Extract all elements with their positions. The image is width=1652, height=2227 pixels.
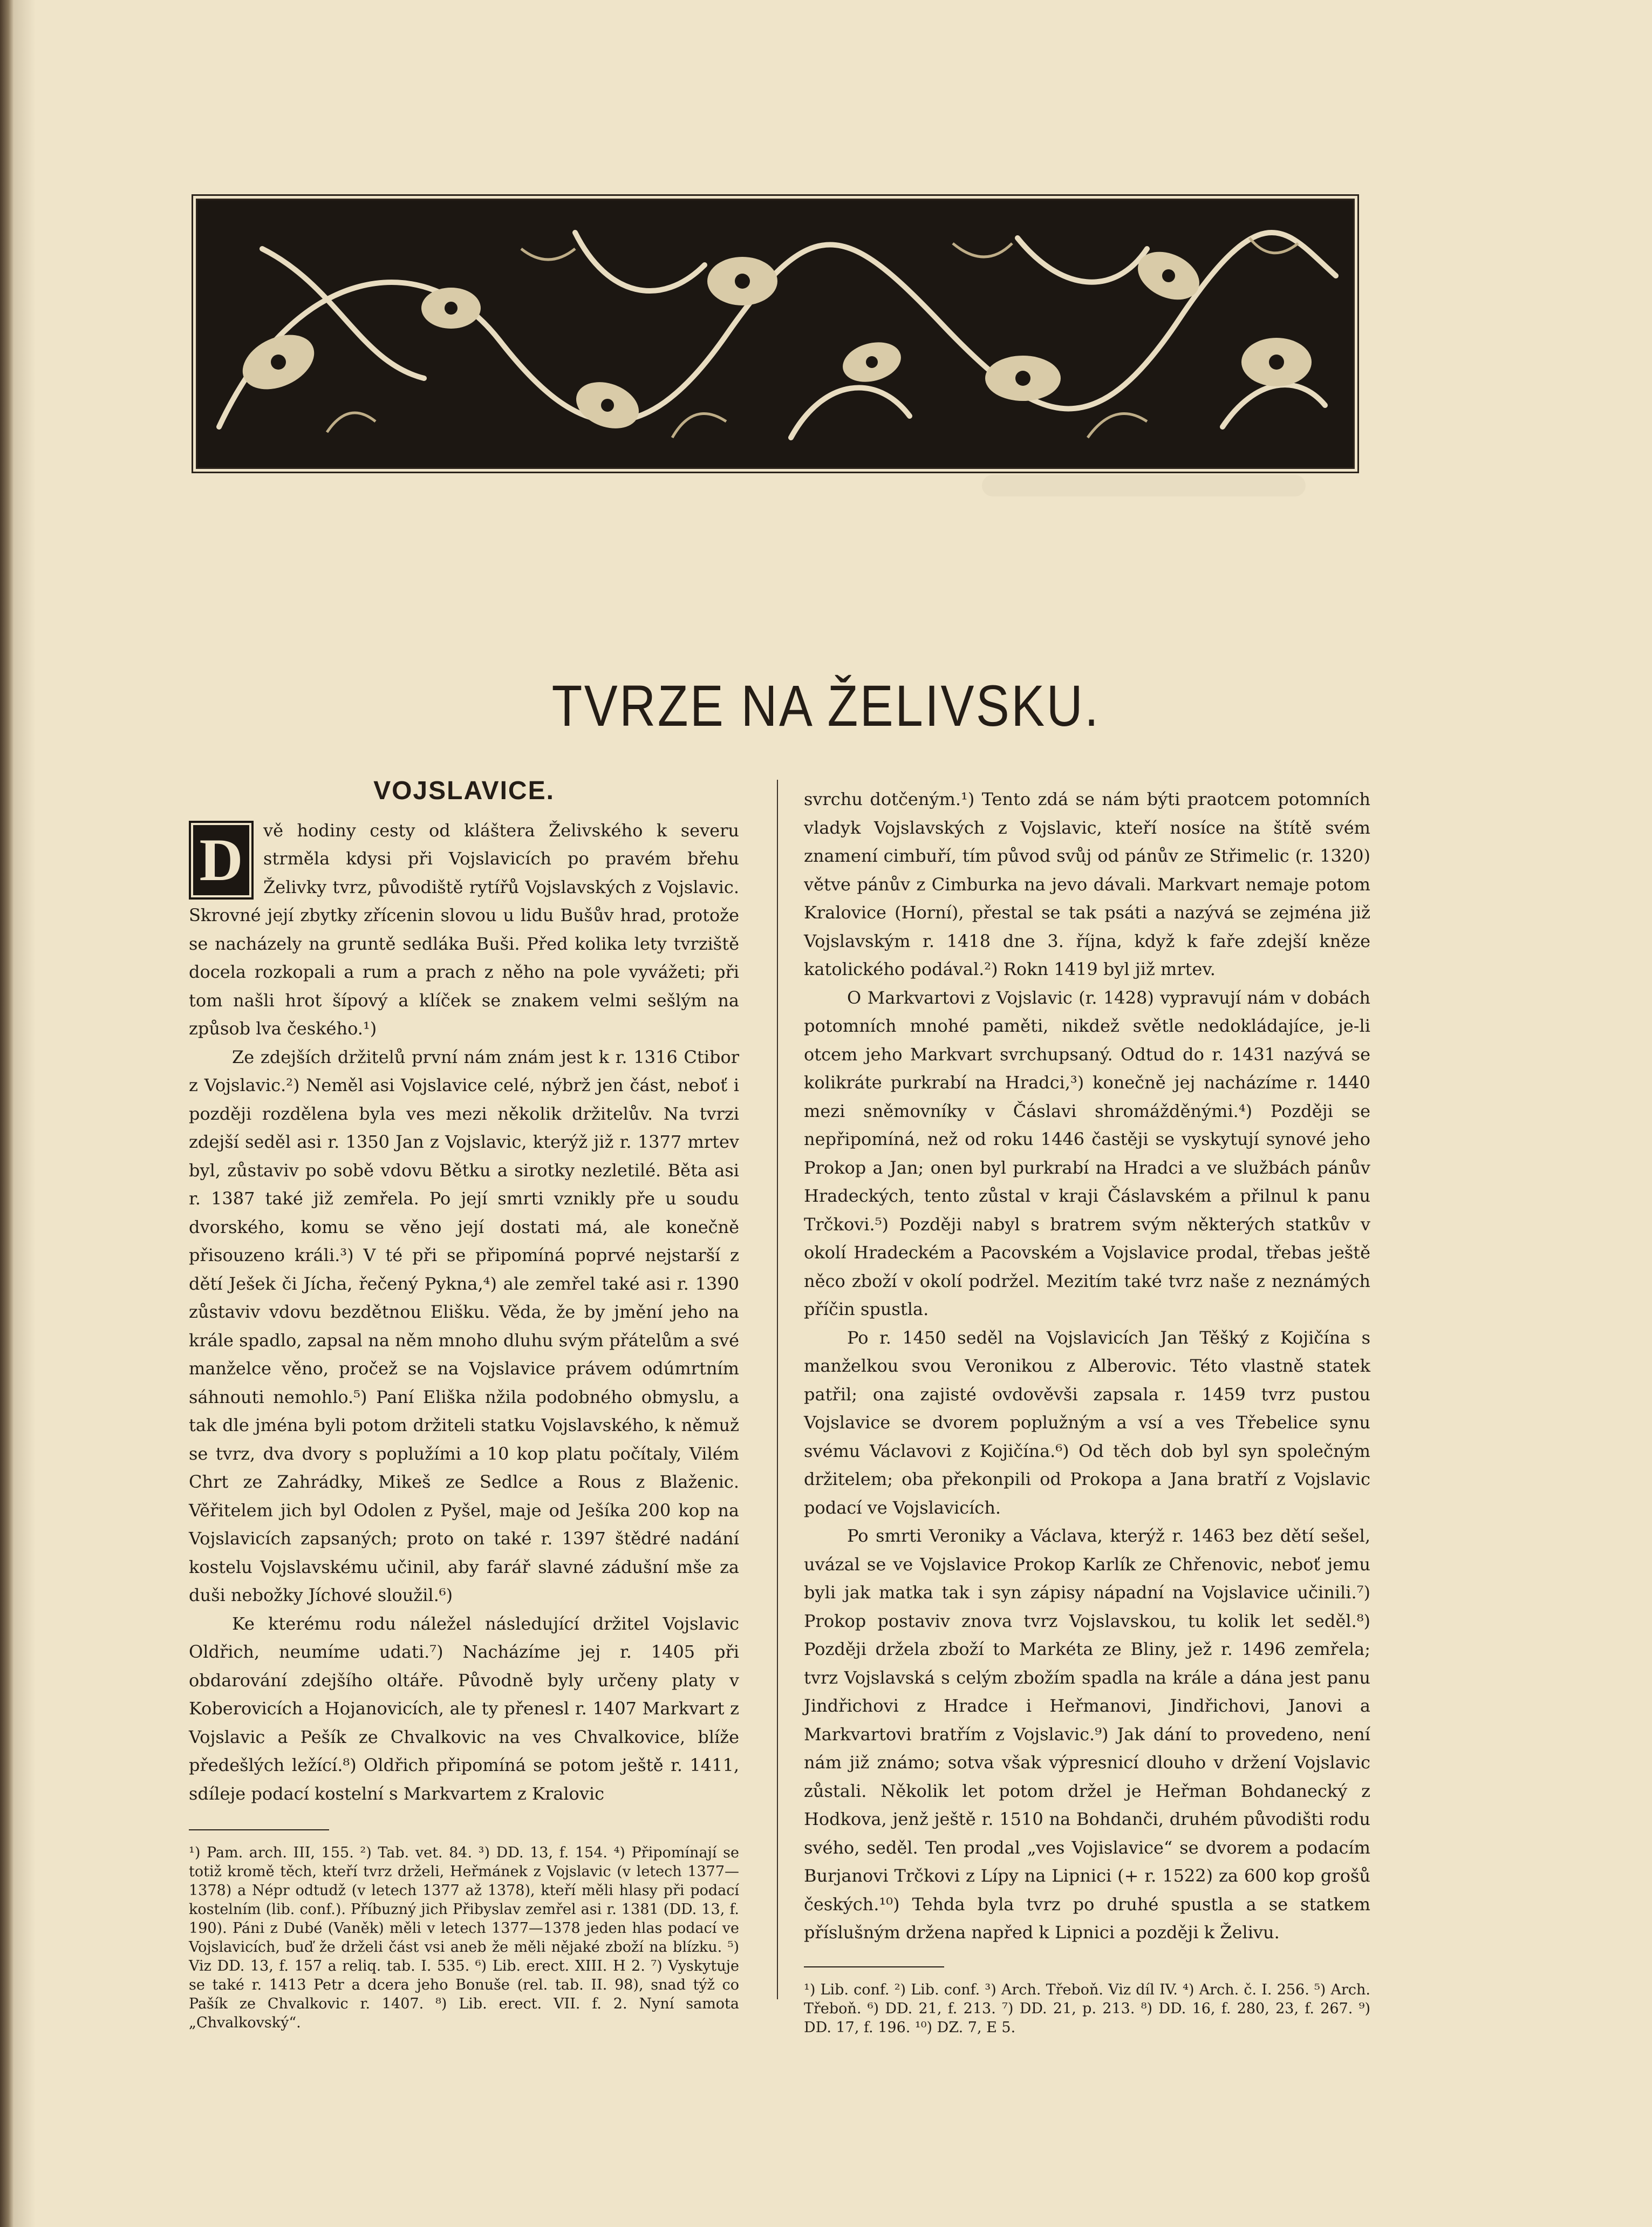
- page-title: TVRZE NA ŽELIVSKU.: [551, 673, 1101, 738]
- left-column: [189, 777, 739, 2032]
- paragraph: O Markvartovi z Vojslavic (r. 1428) vypravují nám v dobách potomních mnohé paměti, nikdež světle nedokládajíce, je-li otcem jeho Markvart svrchupsaný. Odtud do r. 1431 nazývá se kolikráte purkrabí na Hradci,³) konečně jej nacházíme r. 1440 mezi sněmovníky v Čáslavi shromážděnými.⁴) Později se nepřipomíná, než od roku 1446 častěji se vyskytují synové jeho Prokop a Jan; onen byl purkrabí na Hradci a ve službách pánův Hradeckých, tento zůstal v kraji Čáslavském a přilnul k panu Trčkovi.⁵) Později nabyl s bratrem svým některých statkův v okolí Hradeckém a Pacovském a Vojslavice prodal, třebas ještě něco zboží v okolí podržel. Mezitím také tvrz naše z neznámých příčin spustla.: [804, 987, 1370, 1319]
- ornamental-headpiece: [196, 199, 1355, 469]
- paragraph: D vě hodiny cesty od kláštera Želivského k severu strměla kdysi při Vojslavicích po pravém břehu Želivky tvrz, původiště rytířů Vojslavských z Vojslavic. Skrovné její zbytky zřícenin slovou u lidu Bušův hrad, protože se nacházely na gruntě sedláka Buši. Před kolika lety tvrziště docela rozkopali a rum a prach z něho na pole vyvážeti; při tom našli hrot šípový a klíček se znakem velmi sešlým na způsob lva českého.¹): [189, 820, 739, 1039]
- paragraph: Ke kterému rodu náležel následující držitel Vojslavic Oldřich, neumíme udati.⁷) Nacházíme jej r. 1405 při obdarování zdejšího oltáře. Původně byly určeny platy v Koberovicích a Hojanovicích, ale ty přenesl r. 1407 Markvart z Vojslavic a Pešík ze Chvalkovic na ves Chvalkovice, blíže předešlých ležící.⁸) Oldřich připomíná se potom ještě r. 1411, sdíleje podací kostelní s Markvartem z Kralovic: [189, 1613, 739, 1804]
- gutter-shadow: [14, 0, 36, 2227]
- paper-stain: [982, 475, 1306, 496]
- paragraph: Po smrti Veroniky a Václava, kterýž r. 1463 bez dětí sešel, uvázal se ve Vojslavice Prokop Karlík ze Chřenovic, neboť jemu byli jak matka tak i syn zápisy nápadní na Vojslavice učinili.⁷) Prokop postaviv znova tvrz Vojslavskou, tu kolik let seděl.⁸) Později držela zboží to Markéta ze Bliny, jež r. 1496 zemřela; tvrz Vojslavská s celým zbožím spadla na krále a dána jest panu Jindřichovi z Hradce i Heřmanovi, Jindřichovi, Janovi a Markvartovi bratřím z Vojslavic.⁹) Jak dání to provedeno, není nám již známo; sotva však výpresnicí dlouho v držení Vojslavic zůstali. Několik let potom držel je Heřman Bohdanecký z Hodkova, jenž ještě r. 1510 na Bohdanči, druhém původišti rodu svého, seděl. Ten prodal „ves Vojislavice“ se dvorem a podacím Burjanovi Trčkovi z Lípy na Lipnici (+ r. 1522) za 600 kop grošů českých.¹⁰) Tehda byla tvrz po druhé spustla a se statkem příslušným držena napřed k Lipnici a později k Želivu.: [804, 1525, 1370, 1943]
- footnotes: ¹) Lib. conf. ²) Lib. conf. ³) Arch. Třeboň. Viz díl IV. ⁴) Arch. č. I. 256. ⁵) Arch. Třeboň. ⁶) DD. 21, f. 213. ⁷) DD. 21, p. 213. ⁸) DD. 16, f. 280, 23, f. 267. ⁹) DD. 17, f. 196. ¹⁰) DZ. 7, E 5.: [804, 1981, 1370, 2036]
- footnotes: ¹) Pam. arch. III, 155. ²) Tab. vet. 84. ³) DD. 13, f. 154. ⁴) Připomínají se totiž kromě těch, kteří tvrz drželi, Heřmánek z Vojslavic (v letech 1377—1378) a Népr odtudž (v letech 1377 až 1378), kteří měli hlasy při podací kostelním (lib. conf.). Příbuzný jich Přibyslav zemřel asi r. 1381 (DD. 13, f. 190). Páni z Dubé (Vaněk) měli v letech 1377—1378 jeden hlas podací ve Vojslavicích, buď že drželi část vsi aneb že měli nějaké zboží na blízku. ⁵) Viz DD. 13, f. 157 a reliq. tab. I. 535. ⁶) Lib. erect. XIII. H 2. ⁷) Vyskytuje se také r. 1413 Petr a dcera jeho Bonuše (rel. tab. II. 98), snad týž co Pašík ze Chvalkovic r. 1407. ⁸) Lib. erect. VII. f. 2. Nyní samota „Chvalkovský“.: [189, 1844, 739, 2031]
- drop-cap: D: [189, 821, 254, 900]
- right-column: [804, 785, 1370, 2037]
- book-binding-edge: [0, 0, 14, 2227]
- footnote-rule: [189, 1829, 329, 1830]
- column-divider: [777, 780, 778, 1999]
- footnote-rule: [804, 1966, 944, 1967]
- paragraph: svrchu dotčeným.¹) Tento zdá se nám býti praotcem potomních vladyk Vojslavských z Vojslavic, kteří nosíce na štítě svém znamení cimbuří, tím původ svůj od pánův ze Střimelic (r. 1320) větve pánův z Cimburka na jevo dávali. Markvart nemaje potom Kralovice (Horní), přestal se tak psáti a nazývá se zejména již Vojslavským r. 1418 dne 3. října, když k faře zdejší kněze katolického podával.²) Rokn 1419 byl již mrtev.: [804, 789, 1370, 979]
- paragraph: Ze zdejších držitelů první nám znám jest k r. 1316 Ctibor z Vojslavic.²) Neměl asi Vojslavice celé, nýbrž jen část, neboť i později rozdělena byla ves mezi několik držitelův. Na tvrzi zdejší seděl asi r. 1350 Jan z Vojslavic, kterýž již r. 1377 mrtev byl, zůstaviv po sobě vdovu Bětku a sirotky nezletilé. Běta asi r. 1387 také již zemřela. Po její smrti vznikly pře u soudu dvorského, komu se věno její dostati má, ale konečně přisouzeno králi.³) V té při se připomíná poprvé nejstarší z dětí Ješek či Jícha, řečený Pykna,⁴) ale zemřel také asi r. 1390 zůstaviv vdovu bezdětnou Elišku. Věda, že by jmění jeho na krále spadlo, zapsal na něm mnoho dluhu svým přátelům a své manželce věno, pročež se na Vojslavice právem odúmrtním sáhnouti nemohlo.⁵) Paní Eliška nžila podobného obmyslu, a tak dle jména byli potom držiteli statku Vojslavského, k němuž se tvrz, dva dvory s poplužími a 10 kop platu počítaly, Vilém Chrt ze Zahrádky, Mikeš ze Sedlce a Rous z Blaženic. Věřitelem jich byl Odolen z Pyšel, maje od Ješíka 200 kop na Vojslavicích zapsaných; proto on také r. 1397 štědré nadání kostelu Vojslavskému učinil, aby farář slavné zádušní mše za duši nebožky Jíchové sloužil.⁶): [189, 1046, 739, 1605]
- floral-scroll-icon: [197, 200, 1353, 467]
- section-title: VOJSLAVICE.: [373, 777, 555, 805]
- paragraph: Po r. 1450 seděl na Vojslavicích Jan Těšký z Kojičína s manželkou svou Veronikou z Alberovic. Této vlastně statek patřil; ona zajisté ovdověvši zapsala r. 1459 tvrz pustou Vojslavice se dvorem poplužným a vsí a ves Třebelice synu svému Václavovi z Kojičína.⁶) Od těch dob byl syn společným držitelem; oba překonpili od Prokopa a Jana bratří z Vojslavic podací ve Vojslavicích.: [804, 1327, 1370, 1518]
